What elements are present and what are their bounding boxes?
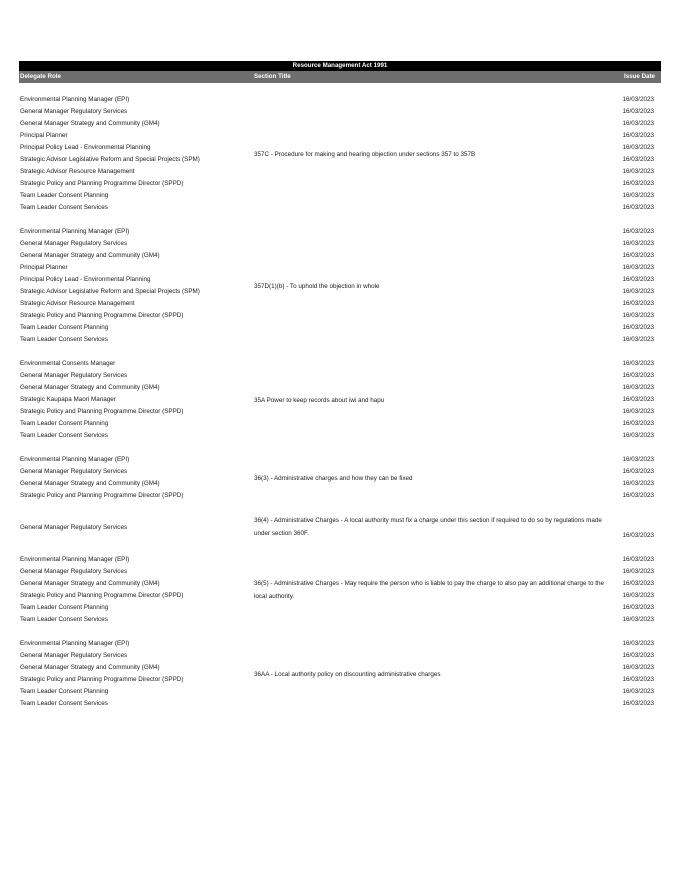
issue-date: 16/03/2023: [622, 372, 654, 379]
issue-date: 16/03/2023: [622, 312, 654, 319]
delegate-role: Principal Policy Lead - Environmental Planning: [20, 276, 151, 283]
issue-date: 16/03/2023: [622, 664, 654, 671]
delegate-role-column: [19, 514, 253, 542]
delegate-role: Strategic Advisor Resource Management: [20, 300, 135, 307]
issue-date: 16/03/2023: [622, 144, 654, 151]
issue-date: 16/03/2023: [622, 676, 654, 683]
delegate-role-column: [19, 554, 253, 626]
delegate-role: General Manager Strategy and Community (GM4): [20, 480, 160, 487]
issue-date: 16/03/2023: [622, 300, 654, 307]
issue-date: 16/03/2023: [622, 204, 654, 211]
delegate-role-column: [19, 638, 253, 710]
header-section-title: Section Title: [254, 73, 291, 80]
section-title-cell: [253, 454, 613, 502]
issue-date: 16/03/2023: [622, 556, 654, 563]
delegate-role: Strategic Policy and Planning Programme Director (SPPD): [20, 180, 184, 187]
issue-date: 16/03/2023: [622, 384, 654, 391]
delegate-role: Team Leader Consent Services: [20, 432, 108, 439]
delegate-role: Team Leader Consent Planning: [20, 604, 109, 611]
delegate-role: General Manager Strategy and Community (GM4): [20, 384, 160, 391]
delegate-role: Environmental Planning Manager (EPI): [20, 96, 130, 103]
issue-date: 16/03/2023: [622, 480, 654, 487]
delegate-role: Strategic Policy and Planning Programme Director (SPPD): [20, 312, 184, 319]
delegate-role-column: [19, 454, 253, 502]
issue-date: 16/03/2023: [622, 132, 654, 139]
delegate-role: General Manager Strategy and Community (GM4): [20, 252, 160, 259]
issue-date: 16/03/2023: [622, 360, 654, 367]
delegate-role: Environmental Planning Manager (EPI): [20, 640, 130, 647]
delegation-group: [19, 94, 661, 214]
issue-date: 16/03/2023: [622, 192, 654, 199]
issue-date: 16/03/2023: [622, 420, 654, 427]
issue-date: 16/03/2023: [622, 288, 654, 295]
section-title: 36(3) - Administrative charges and how they can be fixed: [254, 474, 413, 482]
delegate-role: Strategic Advisor Resource Management: [20, 168, 135, 175]
header-issue-date: Issue Date: [624, 73, 655, 80]
delegate-role: Team Leader Consent Services: [20, 336, 108, 343]
delegate-role: Team Leader Consent Services: [20, 616, 108, 623]
delegate-role: Environmental Planning Manager (EPI): [20, 456, 130, 463]
delegate-role: Strategic Policy and Planning Programme Director (SPPD): [20, 408, 184, 415]
delegate-role: Team Leader Consent Services: [20, 204, 108, 211]
issue-date: 16/03/2023: [622, 96, 654, 103]
issue-date: 16/03/2023: [622, 492, 654, 499]
issue-date: 16/03/2023: [622, 108, 654, 115]
delegate-role: General Manager Regulatory Services: [20, 468, 128, 475]
delegate-role: General Manager Regulatory Services: [20, 524, 128, 531]
issue-date-column: [613, 226, 661, 346]
issue-date: 16/03/2023: [622, 252, 654, 259]
delegate-role: Team Leader Consent Planning: [20, 192, 109, 199]
section-title-cell: [253, 514, 613, 542]
delegate-role: Team Leader Consent Planning: [20, 324, 109, 331]
delegate-role: Team Leader Consent Planning: [20, 688, 109, 695]
delegate-role: General Manager Strategy and Community (GM4): [20, 580, 160, 587]
section-title: 36(4) - Administrative Charges - A local authority must fix a charge under this section if required to do so by regulations made under section 360F.: [254, 517, 602, 537]
act-title: Resource Management Act 1991: [19, 61, 661, 71]
delegation-group: [19, 226, 661, 346]
issue-date: 16/03/2023: [622, 652, 654, 659]
delegation-group: [19, 554, 661, 626]
delegation-table: [19, 61, 661, 710]
delegate-role: General Manager Regulatory Services: [20, 240, 128, 247]
delegate-role: Principal Planner: [20, 132, 68, 139]
delegation-group: [19, 454, 661, 502]
delegate-role: General Manager Regulatory Services: [20, 372, 128, 379]
delegate-role-column: [19, 226, 253, 346]
delegate-role: Principal Policy Lead - Environmental Planning: [20, 144, 151, 151]
issue-date: 16/03/2023: [622, 604, 654, 611]
delegate-role: Strategic Advisor Legislative Reform and Special Projects (SPM): [20, 288, 200, 295]
issue-date: 16/03/2023: [622, 616, 654, 623]
delegate-role: Team Leader Consent Planning: [20, 420, 109, 427]
issue-date: 16/03/2023: [622, 324, 654, 331]
delegate-role: Team Leader Consent Services: [20, 700, 108, 707]
issue-date: 16/03/2023: [622, 432, 654, 439]
delegate-role: Strategic Policy and Planning Programme Director (SPPD): [20, 492, 184, 499]
section-title-cell: [253, 358, 613, 442]
issue-date: 16/03/2023: [622, 120, 654, 127]
issue-date-column: [613, 94, 661, 214]
issue-date: 16/03/2023: [622, 276, 654, 283]
issue-date: 16/03/2023: [622, 264, 654, 271]
issue-date: 16/03/2023: [622, 240, 654, 247]
issue-date: 16/03/2023: [622, 580, 654, 587]
delegate-role: Environmental Planning Manager (EPI): [20, 556, 130, 563]
issue-date: 16/03/2023: [622, 568, 654, 575]
delegate-role: Strategic Policy and Planning Programme Director (SPPD): [20, 592, 184, 599]
delegate-role: General Manager Strategy and Community (GM4): [20, 664, 160, 671]
delegation-group: [19, 358, 661, 442]
delegate-role: Strategic Policy and Planning Programme Director (SPPD): [20, 676, 184, 683]
delegate-role: Strategic Advisor Legislative Reform and Special Projects (SPM): [20, 156, 200, 163]
delegate-role: General Manager Regulatory Services: [20, 652, 128, 659]
section-title-cell: [253, 554, 613, 626]
section-title: 36(5) - Administrative Charges - May require the person who is liable to pay the charge to also pay an additional charge to the local authority.: [254, 580, 605, 600]
issue-date-column: [613, 554, 661, 626]
delegate-role-column: [19, 358, 253, 442]
section-title: 35A Power to keep records about iwi and hapu: [254, 396, 385, 404]
issue-date-column: [613, 514, 661, 542]
issue-date-column: [613, 638, 661, 710]
issue-date: 16/03/2023: [622, 336, 654, 343]
issue-date-column: [613, 358, 661, 442]
section-title-cell: [253, 226, 613, 346]
section-title-cell: [253, 638, 613, 710]
issue-date: 16/03/2023: [622, 168, 654, 175]
issue-date: 16/03/2023: [622, 228, 654, 235]
delegate-role: Environmental Planning Manager (EPI): [20, 228, 130, 235]
delegate-role: Strategic Kaupapa Maori Manager: [20, 396, 116, 403]
section-title: 357D(1)(b) - To uphold the objection in whole: [254, 282, 380, 290]
delegate-role: General Manager Strategy and Community (GM4): [20, 120, 160, 127]
header-delegate-role: Delegate Role: [20, 73, 61, 80]
issue-date: 16/03/2023: [622, 408, 654, 415]
issue-date: 16/03/2023: [622, 156, 654, 163]
issue-date: 16/03/2023: [622, 456, 654, 463]
delegation-group: [19, 638, 661, 710]
issue-date: 16/03/2023: [622, 180, 654, 187]
issue-date: 16/03/2023: [622, 592, 654, 599]
section-title-cell: [253, 94, 613, 214]
delegate-role: General Manager Regulatory Services: [20, 568, 128, 575]
section-title: 36AA - Local authority policy on discounting administrative charges: [254, 670, 441, 678]
column-header-row: [19, 71, 661, 83]
section-title: 357C - Procedure for making and hearing objection under sections 357 to 357B: [254, 150, 476, 158]
delegate-role: Environmental Consents Manager: [20, 360, 116, 367]
delegate-role: General Manager Regulatory Services: [20, 108, 128, 115]
issue-date: 16/03/2023: [622, 532, 654, 539]
issue-date: 16/03/2023: [622, 700, 654, 707]
issue-date: 16/03/2023: [622, 468, 654, 475]
issue-date-column: [613, 454, 661, 502]
issue-date: 16/03/2023: [622, 396, 654, 403]
delegation-groups: [19, 94, 661, 710]
delegation-group: [19, 514, 661, 542]
delegate-role-column: [19, 94, 253, 214]
issue-date: 16/03/2023: [622, 688, 654, 695]
issue-date: 16/03/2023: [622, 640, 654, 647]
delegate-role: Principal Planner: [20, 264, 68, 271]
